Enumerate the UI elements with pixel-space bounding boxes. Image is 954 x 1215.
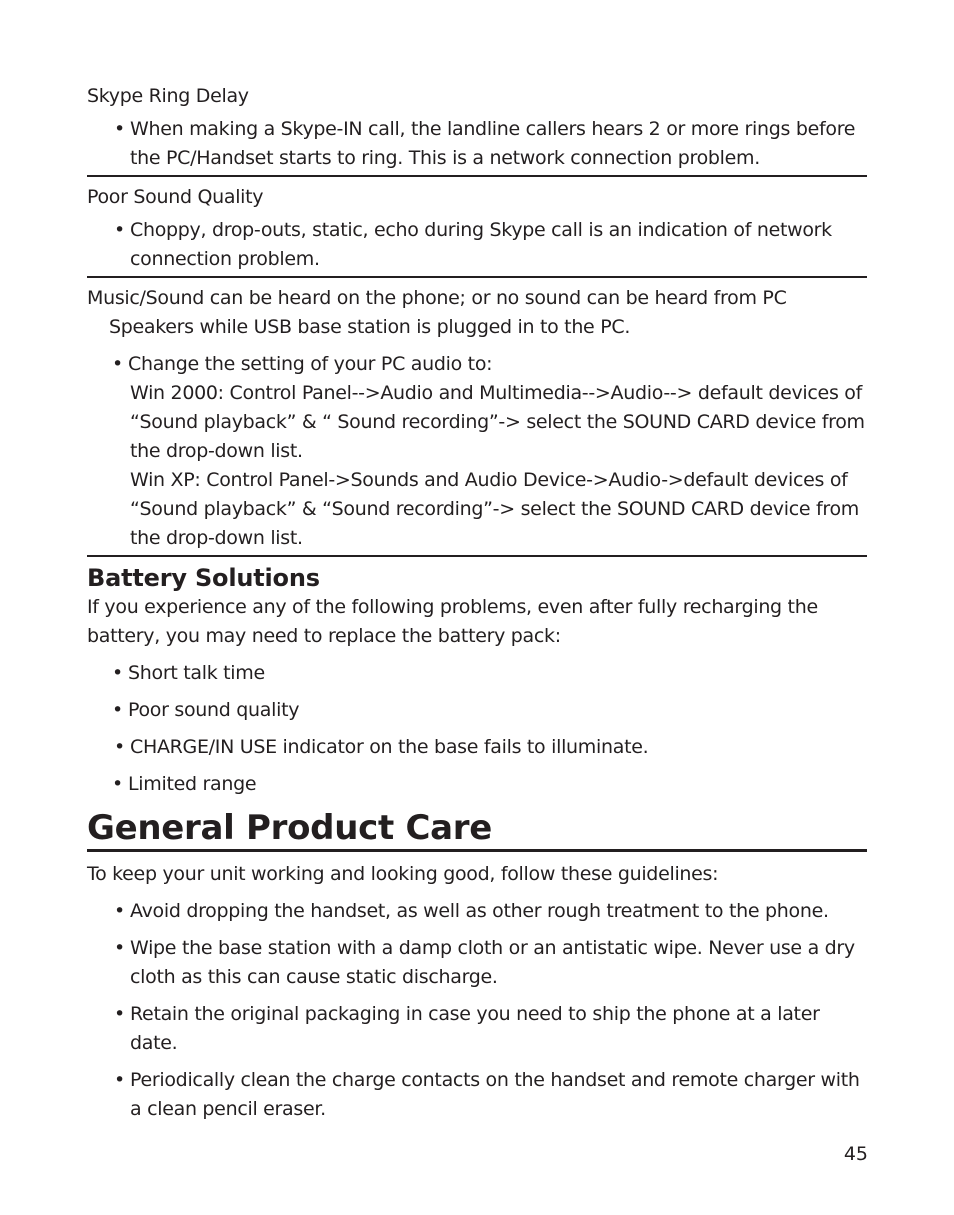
bullet-icon: •: [114, 1069, 125, 1091]
list-item: [87, 115, 867, 173]
bullet-text: Periodically clean the charge contacts on the handset and remote charger with a clean pencil eraser.: [130, 1069, 860, 1120]
list-item: [87, 659, 867, 688]
list-item: [87, 696, 867, 725]
topic-music-sound: Music/Sound can be heard on the phone; or no sound can be heard from PC Speakers while USB base station is plugged in to the PC.: [87, 287, 787, 338]
bullet-text: Poor sound quality: [128, 699, 300, 721]
bullet-text: Choppy, drop-outs, static, echo during Skype call is an indication of network connection problem.: [130, 219, 832, 270]
bullet-icon: •: [114, 219, 125, 241]
bullet-intro: Change the setting of your PC audio to:: [128, 353, 493, 375]
bullet-icon: •: [112, 699, 123, 721]
bullet-icon: •: [114, 736, 125, 758]
bullet-text: When making a Skype-IN call, the landline callers hears 2 or more rings before the PC/Handset starts to ring. This is a network connection problem.: [130, 118, 856, 169]
battery-solutions-heading: Battery Solutions: [87, 564, 320, 592]
bullet-icon: •: [112, 773, 123, 795]
bullet-icon: •: [112, 353, 123, 375]
page-number: 45: [843, 1143, 868, 1165]
care-guidelines-list: [87, 897, 867, 1124]
list-item: [87, 350, 867, 553]
bullet-text: Avoid dropping the handset, as well as other rough treatment to the phone.: [130, 900, 829, 922]
bullet-text: Short talk time: [128, 662, 265, 684]
winxp-instructions: Win XP: Control Panel->Sounds and Audio Device->Audio->default devices of “Sound playback” & “Sound recording”-> select the SOUND CARD device from the drop-down list.: [130, 469, 859, 549]
topic-skype-ring-delay: Skype Ring Delay: [87, 85, 249, 107]
win2000-instructions: Win 2000: Control Panel-->Audio and Multimedia-->Audio--> default devices of “Sound playback” & “ Sound recording”-> select the SOUND CARD device from the drop-down list.: [130, 382, 865, 462]
list-item: [87, 1000, 867, 1058]
bullet-icon: •: [114, 900, 125, 922]
divider: [87, 555, 867, 557]
bullet-icon: •: [114, 937, 125, 959]
bullet-text: Limited range: [128, 773, 257, 795]
list-item: [87, 1066, 867, 1124]
topic-poor-sound-quality: Poor Sound Quality: [87, 186, 264, 208]
divider: [87, 175, 867, 177]
bullet-text: Retain the original packaging in case you need to ship the phone at a later date.: [130, 1003, 820, 1054]
battery-problem-list: [87, 659, 867, 799]
list-item: [87, 733, 867, 762]
care-intro: To keep your unit working and looking good, follow these guidelines:: [87, 863, 719, 885]
list-item: [87, 897, 867, 926]
bullet-text: CHARGE/IN USE indicator on the base fails to illuminate.: [130, 736, 649, 758]
bullet-icon: •: [114, 118, 125, 140]
general-product-care-heading: General Product Care: [87, 808, 492, 848]
battery-intro: If you experience any of the following problems, even after fully recharging the battery, you may need to replace the battery pack:: [87, 596, 818, 647]
list-item: [87, 216, 867, 274]
heading-underline: [87, 849, 867, 852]
bullet-icon: •: [112, 662, 123, 684]
bullet-icon: •: [114, 1003, 125, 1025]
music-sound-list: [87, 350, 867, 553]
poor-sound-quality-list: [87, 216, 867, 274]
list-item: [87, 770, 867, 799]
divider: [87, 276, 867, 278]
manual-page: [87, 82, 867, 1132]
list-item: [87, 934, 867, 992]
skype-ring-delay-list: [87, 115, 867, 173]
bullet-text: Wipe the base station with a damp cloth or an antistatic wipe. Never use a dry cloth as this can cause static discharge.: [130, 937, 855, 988]
